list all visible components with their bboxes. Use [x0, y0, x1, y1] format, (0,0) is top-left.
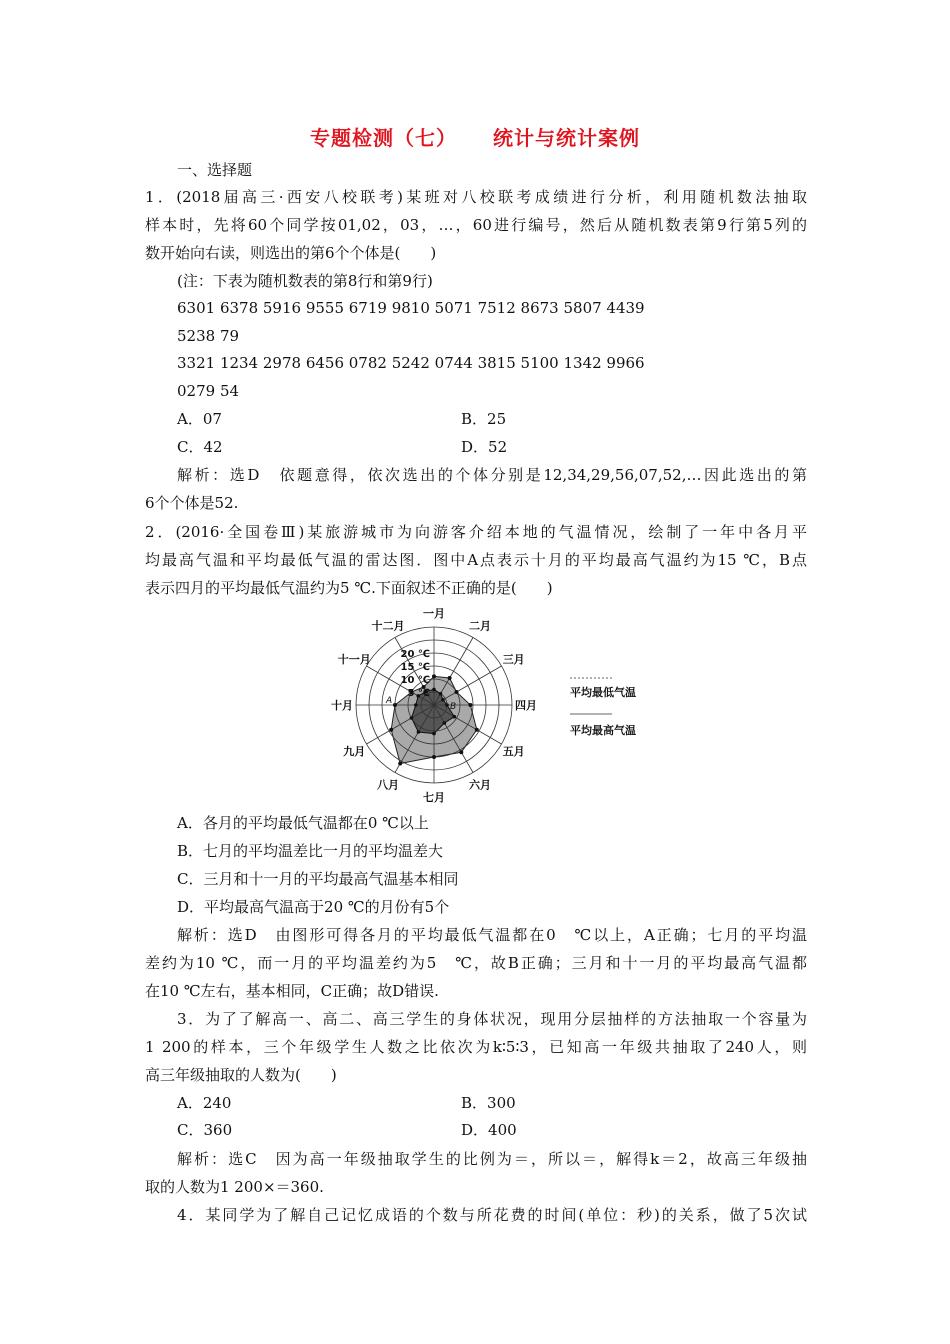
- low-point: [410, 716, 414, 720]
- q1-line-1: 1．(2018届高三·西安八校联考)某班对八校联考成绩进行分析，利用随机数法抽取: [145, 188, 807, 206]
- q1-line-2: 样本时，先将60个同学按01,02，03，…，60进行编号，然后从随机数表第9行第5列的: [145, 216, 807, 234]
- q3-option-b: B．300: [461, 1094, 516, 1112]
- q1-solution-line-1: 解析：选D 依题意得，依次选出的个体分别是12,34,29,56,07,52,…因此选出的第: [177, 466, 807, 484]
- q2-solution-line-1: 解析：选D 由图形可得各月的平均最低气温都在0 ℃以上，A正确；七月的平均温: [177, 926, 807, 944]
- low-point: [453, 715, 457, 719]
- high-point: [432, 674, 436, 678]
- month-label: 六月: [469, 778, 491, 792]
- q2-solution-line-3: 在10 ℃左右，基本相同，C正确；故D错误.: [145, 982, 439, 1000]
- ring-label: 20 ℃: [400, 649, 430, 660]
- title-right: 统计与统计案例: [493, 126, 640, 150]
- low-point: [432, 732, 436, 736]
- q2-option-b: B．七月的平均温差比一月的平均温差大: [177, 842, 444, 860]
- random-table-row-1-cont: 5238 79: [177, 327, 240, 345]
- high-point: [468, 703, 472, 707]
- q3-solution-line-2: 取的人数为1 200×＝360.: [145, 1178, 324, 1196]
- month-label: 三月: [502, 653, 525, 666]
- high-point: [398, 762, 402, 766]
- q1-solution-line-2: 6个个体是52.: [145, 494, 239, 512]
- high-point: [448, 676, 452, 680]
- month-label: 五月: [502, 745, 525, 758]
- section-heading: 一、选择题: [177, 161, 253, 179]
- q1-option-b: B．25: [461, 410, 507, 428]
- q1-option-a: A．07: [177, 410, 222, 428]
- month-label: 八月: [377, 778, 399, 792]
- high-point: [455, 690, 459, 694]
- q1-line-3: 数开始向右读，则选出的第6个个体是( ): [145, 244, 437, 262]
- random-table-row-1: 6301 6378 5916 9555 6719 9810 5071 7512 8673 5807 4439: [177, 299, 645, 317]
- legend-low-label: 平均最低气温: [570, 686, 636, 699]
- q4-line-1: 4．某同学为了解自己记忆成语的个数与所花费的时间(单位：秒)的关系，做了5次试: [177, 1206, 807, 1224]
- month-label: 二月: [469, 619, 491, 633]
- point-b-label: B: [450, 702, 457, 712]
- month-label: 九月: [343, 745, 366, 758]
- q3-line-3: 高三年级抽取的人数为( ): [145, 1066, 337, 1084]
- month-label: 十一月: [337, 653, 371, 666]
- high-point: [389, 728, 393, 732]
- ring-label: 15 ℃: [400, 662, 430, 673]
- q2-option-d: D．平均最高气温高于20 ℃的月份有5个: [177, 898, 450, 916]
- q2-option-a: A．各月的平均最低气温都在0 ℃以上: [177, 814, 429, 832]
- page-title: [0, 122, 950, 151]
- high-point: [432, 755, 436, 759]
- q2-line-1: 2．(2016·全国卷Ⅲ)某旅游城市为向游客介绍本地的气温情况，绘制了一年中各月平: [145, 523, 807, 541]
- ring-label: 10 ℃: [400, 675, 430, 686]
- point-a-label: A: [386, 696, 393, 706]
- title-left: 专题检测（七）: [310, 126, 457, 150]
- low-point: [414, 703, 418, 707]
- low-point: [443, 721, 447, 725]
- q2-solution-line-2: 差约为10 ℃，而一月的平均温差约为5 ℃，故B正确；三月和十一月的平均最高气温都: [145, 954, 807, 972]
- month-label: 十二月: [371, 619, 405, 633]
- low-point: [441, 698, 445, 702]
- high-point: [475, 728, 479, 732]
- low-point: [439, 692, 443, 696]
- low-point: [432, 688, 436, 692]
- q2-option-c: C．三月和十一月的平均最高气温基本相同: [177, 870, 459, 888]
- legend-high-label: 平均最高气温: [570, 724, 636, 737]
- temperature-radar-chart: [330, 604, 660, 806]
- random-table-row-2-cont: 0279 54: [177, 382, 240, 400]
- q3-line-2: 1 200的样本，三个年级学生人数之比依次为k∶5∶3，已知高一年级共抽取了240人，则: [145, 1038, 807, 1056]
- month-label: 四月: [515, 699, 537, 712]
- low-point: [445, 703, 449, 707]
- high-point: [459, 750, 463, 754]
- q3-option-a: A．240: [177, 1094, 232, 1112]
- q1-option-d: D．52: [461, 438, 508, 456]
- low-point: [417, 730, 421, 734]
- q3-line-1: 3．为了了解高一、高二、高三学生的身体状况，现用分层抽样的方法抽取一个容量为: [177, 1010, 807, 1028]
- q2-line-3: 表示四月的平均最低气温约为5 ℃.下面叙述不正确的是( ): [145, 579, 553, 597]
- q1-option-c: C．42: [177, 438, 223, 456]
- month-label: 十月: [331, 699, 353, 712]
- q3-solution-line-1: 解析：选C 因为高一年级抽取学生的比例为＝，所以＝，解得k＝2，故高三年级抽: [177, 1150, 807, 1168]
- month-label: 七月: [423, 791, 445, 804]
- q2-line-2: 均最高气温和平均最低气温的雷达图．图中A点表示十月的平均最高气温约为15 ℃，B点: [145, 551, 807, 569]
- ring-label: 5 ℃: [407, 688, 430, 699]
- high-point: [393, 703, 397, 707]
- q1-note: (注：下表为随机数表的第8行和第9行): [177, 272, 433, 290]
- q3-option-c: C．360: [177, 1121, 233, 1139]
- month-label: 一月: [423, 607, 445, 620]
- random-table-row-2: 3321 1234 2978 6456 0782 5242 0744 3815 5100 1342 9966: [177, 354, 645, 372]
- q3-option-d: D．400: [461, 1121, 517, 1139]
